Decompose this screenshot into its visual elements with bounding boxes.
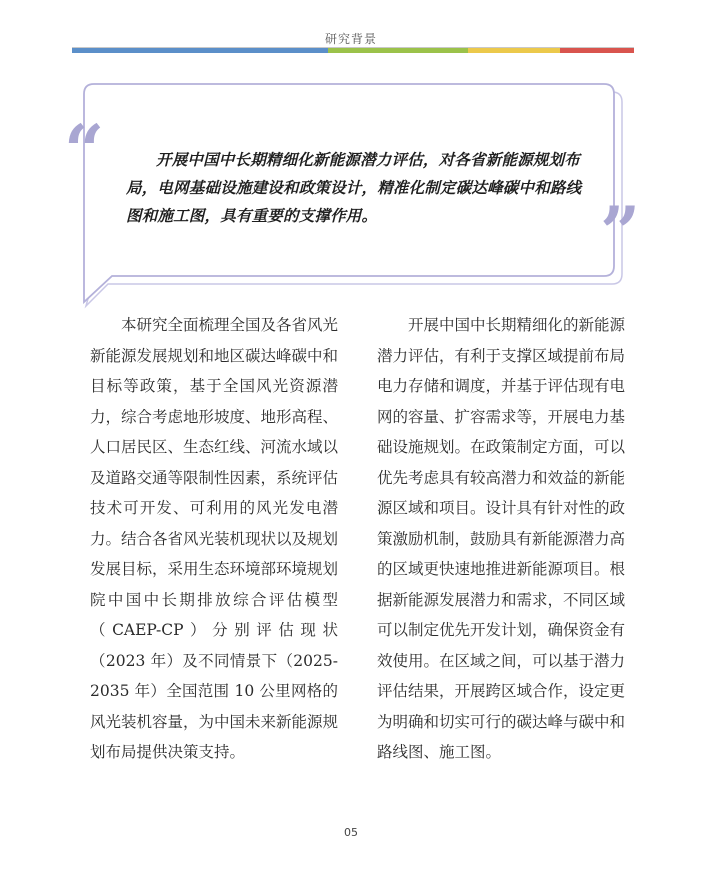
open-quote-icon: “: [64, 109, 105, 192]
page-number: 05: [344, 826, 358, 839]
close-quote-icon: ”: [600, 191, 641, 274]
callout-text: 开展中国中长期精细化新能源潜力评估，对各省新能源规划布局，电网基础设施建设和政策设计，精准化制定碳达峰碳中和路线图和施工图，具有重要的支撑作用。: [126, 150, 582, 225]
section-title: 研究背景: [324, 32, 377, 46]
body-left-column: 本研究全面梳理全国及各省风光新能源发展规划和地区碳达峰碳中和目标等政策，基于全国风光资源潜力，综合考虑地形坡度、地形高程、人口居民区、生态红线、河流水域以及道路交通等限制性因素，系统评估技术可开发、可利用的风光发电潜力。结合各省风光装机现状以及规划发展目标，采用生态环境部环境规划院中国中长期排放综合评估模型（CAEP-CP）分别评估现状（2023 年）及不同情景下（2025-2035 年）全国范围 10 公里网格的风光装机容量，为中国未来新能源规划布局提供决策支持。: [90, 316, 339, 761]
body-right-column: 开展中国中长期精细化的新能源潜力评估，有利于支撑区域提前布局电力存储和调度，并基于评估现有电网的容量、扩容需求等，开展电力基础设施规划。在政策制定方面，可以优先考虑具有较高潜力和效益的新能源区域和项目。设计具有针对性的政策激励机制，鼓励具有新能源潜力高的区域更快速地推进新能源项目。根据新能源发展潜力和需求，不同区域可以制定优先开发计划，确保资金有效使用。在区域之间，可以基于潜力评估结果，开展跨区域合作，设定更为明确和切实可行的碳达峰与碳中和路线图、施工图。: [377, 316, 626, 761]
